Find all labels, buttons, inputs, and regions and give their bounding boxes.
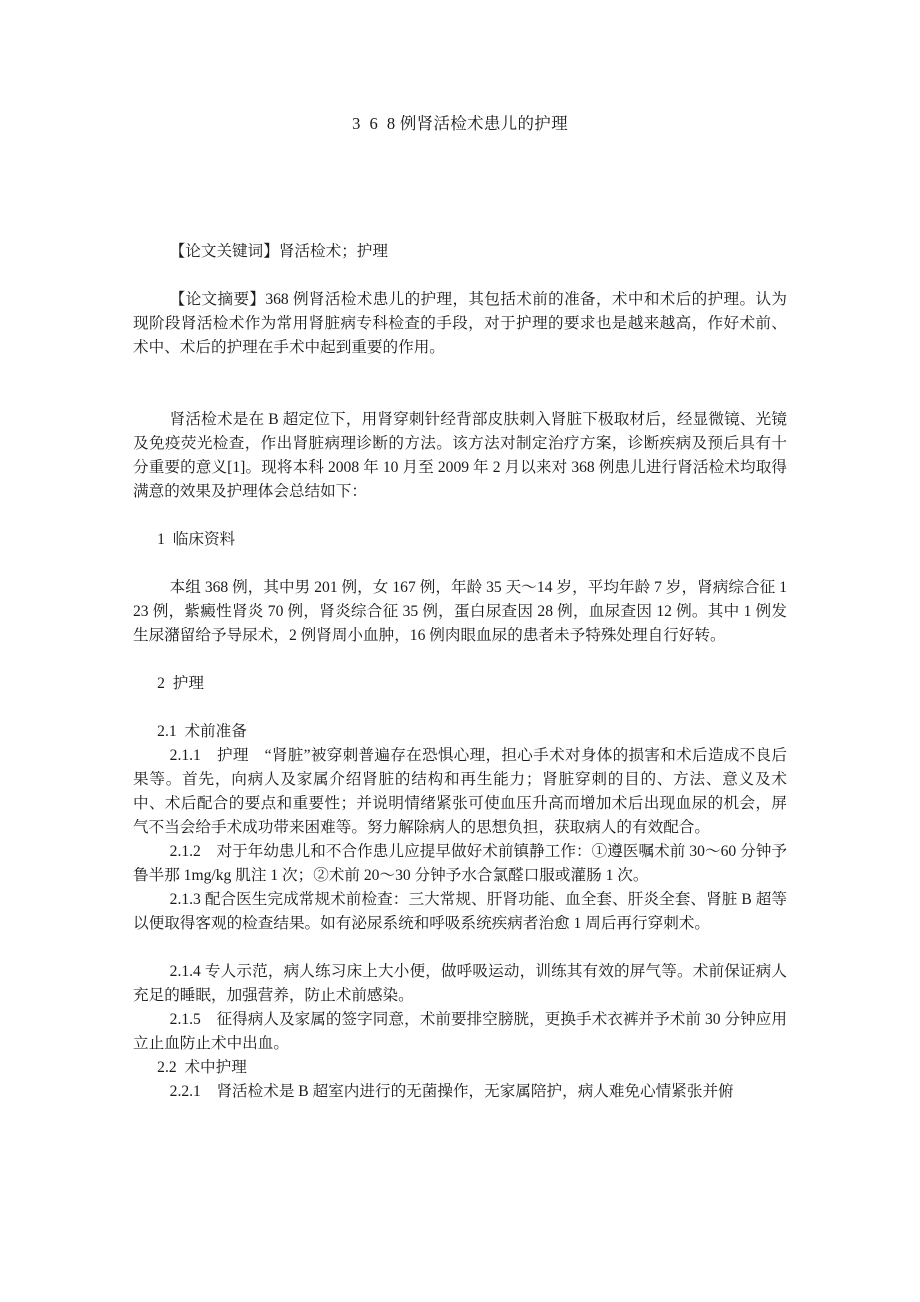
title-gap <box>133 136 787 240</box>
document-body <box>133 0 787 1104</box>
spacer-before-item-2-1-4 <box>133 936 787 960</box>
page-title: 3 6 8 例肾活检术患儿的护理 <box>352 114 568 133</box>
spacer-after-abstract <box>133 360 787 384</box>
spacer-after-section-1-heading <box>133 552 787 576</box>
spacer-after-keywords <box>133 264 787 288</box>
item-2-1-2: 2.1.2 对于年幼患儿和不合作患儿应提早做好术前镇静工作：①遵医嘱术前 30～60 分钟予鲁半那 1mg/kg 肌注 1 次；②术前 20～30 分钟予水合氯醛口服或灌肠 1 次。 <box>133 843 787 884</box>
section-heading-1: 1 临床资料 <box>157 531 236 548</box>
spacer-before-section-2 <box>133 648 787 672</box>
section-heading-2: 2 护理 <box>157 675 204 692</box>
spacer-before-section-1 <box>133 504 787 528</box>
spacer-after-abstract-2 <box>133 384 787 408</box>
subsection-heading-2-2: 2.2 术中护理 <box>157 1059 247 1076</box>
keywords-line <box>133 240 787 264</box>
keywords-text: 肾活检术；护理 <box>278 243 388 260</box>
spacer-after-section-2-heading <box>133 696 787 720</box>
item-2-1-4: 2.1.4 专人示范，病人练习床上大小便，做呼吸运动，训练其有效的屏气等。术前保证病人充足的睡眠，加强营养，防止术前感染。 <box>133 963 787 1004</box>
item-2-1-3: 2.1.3 配合医生完成常规术前检查：三大常规、肝肾功能、血全套、肝炎全套、肾脏 B 超等以便取得客观的检查结果。如有泌尿系统和呼吸系统疾病者治愈 1 周后再行穿刺术。 <box>133 891 787 932</box>
keywords-label: 【论文关键词】 <box>169 243 279 260</box>
item-2-2-1: 2.2.1 肾活检术是 B 超室内进行的无菌操作，无家属陪护，病人难免心情紧张并俯 <box>169 1083 734 1100</box>
abstract-paragraph: 【论文摘要】368 例肾活检术患儿的护理，其包括术前的准备，术中和术后的护理。认为现阶段肾活检术作为常用肾脏病专科检查的手段，对于护理的要求也是越来越高，作好术前、术中、术后的护理在手术中起到重要的作用。 <box>133 291 787 356</box>
subsection-heading-2-1: 2.1 术前准备 <box>157 723 247 740</box>
introduction-paragraph: 肾活检术是在 B 超定位下，用肾穿刺针经背部皮肤刺入肾脏下极取材后，经显微镜、光镜及免疫荧光检查，作出肾脏病理诊断的方法。该方法对制定治疗方案，诊断疾病及预后具有十分重要的意义[1]。现将本科 2008 年 10 月至 2009 年 2 月以来对 368 例患儿进行肾活检术均取得满意的效果及护理体会总结如下： <box>133 411 787 500</box>
section-1-paragraph: 本组 368 例，其中男 201 例，女 167 例，年龄 35 天～14 岁，平均年龄 7 岁，肾病综合征 123 例，紫癜性肾炎 70 例，肾炎综合征 35 例，蛋白尿查因 28 例，血尿查因 12 例。其中 1 例发生尿潴留给予导尿术，2 例肾周小血肿，16 例肉眼血尿的患者未予特殊处理自行好转。 <box>133 579 787 644</box>
item-2-1-1: 2.1.1 护理 “肾脏”被穿刺普遍存在恐惧心理，担心手术对身体的损害和术后造成不良后果等。首先，向病人及家属介绍肾脏的结构和再生能力；肾脏穿刺的目的、方法、意义及术中、术后配合的要点和重要性；并说明情绪紧张可使血压升高而增加术后出现血尿的机会，屏气不当会给手术成功带来困难等。努力解除病人的思想负担，获取病人的有效配合。 <box>133 747 787 836</box>
item-2-1-5: 2.1.5 征得病人及家属的签字同意，术前要排空膀胱，更换手术衣裤并予术前 30 分钟应用立止血防止术中出血。 <box>133 1011 787 1052</box>
